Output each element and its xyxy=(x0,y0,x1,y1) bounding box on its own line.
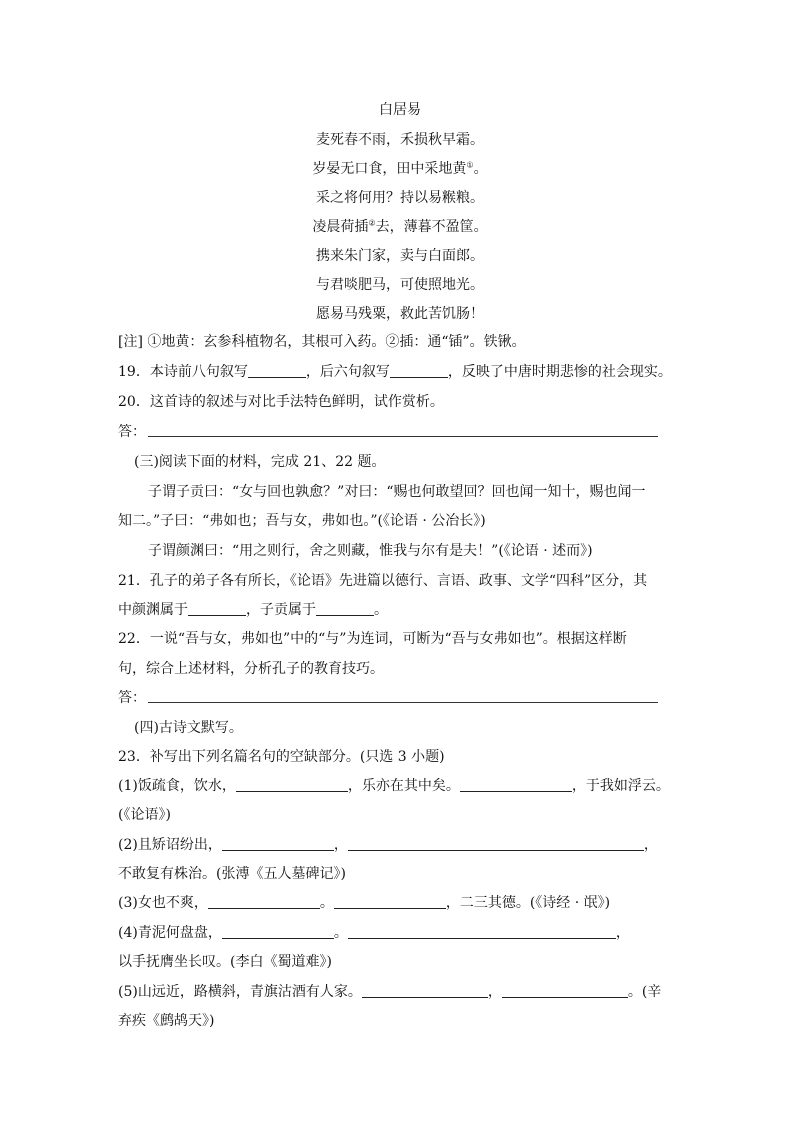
blank-23-1-1[interactable] xyxy=(236,778,348,792)
question-23-item-5: (5)山远近，路横斜，青旗沽酒有人家。 ， 。(辛 xyxy=(118,984,662,1000)
blank-21-2[interactable] xyxy=(316,602,374,616)
answer-line-20[interactable] xyxy=(148,436,658,437)
question-19: 19．本诗前八句叙写 ，后六句叙写 ，反映了中唐时期悲惨的社会现实。 xyxy=(118,364,672,380)
question-23-item-4-source: 以手抚膺坐长叹。(李白《蜀道难》) xyxy=(118,954,332,970)
blank-23-3-2[interactable] xyxy=(334,895,446,909)
section-3-passage-1a: 子谓子贡曰：“女与回也孰愈？”对曰：“赐也何敢望回？回也闻一知十，赐也闻一 xyxy=(148,484,646,500)
question-23-item-2: (2)且矫诏纷出， ， ， xyxy=(118,837,658,853)
blank-23-4-1[interactable] xyxy=(222,925,334,939)
question-23-item-4: (4)青泥何盘盘， 。 ， xyxy=(118,925,630,941)
poem-author: 白居易 xyxy=(379,102,421,118)
blank-19-2[interactable] xyxy=(390,364,448,378)
footnote-marker-1: ① xyxy=(466,160,474,170)
section-3-passage-1b: 知二。”子曰：“弗如也；吾与女，弗如也。”(《论语 · 公冶长》) xyxy=(118,513,486,529)
blank-23-3-1[interactable] xyxy=(208,895,320,909)
answer-label-20: 答： xyxy=(118,424,146,440)
question-22-line-2: 句，综合上述材料，分析孔子的教育技巧。 xyxy=(118,661,384,677)
blank-23-5-2[interactable] xyxy=(502,984,628,998)
question-21-line-2: 中颜渊属于 ，子贡属于 。 xyxy=(118,602,388,618)
answer-label-22: 答： xyxy=(118,690,146,706)
question-23-item-1: (1)饭疏食，饮水， ，乐亦在其中矣。 ，于我如浮云。 xyxy=(118,778,670,794)
blank-23-1-2[interactable] xyxy=(460,778,572,792)
poem-line-5: 携来朱门家，卖与白面郎。 xyxy=(316,248,484,264)
blank-23-2-2[interactable] xyxy=(348,837,644,851)
question-23-item-2-source: 不敢复有株治。(张溥《五人墓碑记》) xyxy=(118,866,346,882)
question-23-item-5-source: 弃疾《鹧鸪天》) xyxy=(118,1013,215,1029)
question-23-intro: 23．补写出下列名篇名句的空缺部分。(只选 3 小题) xyxy=(118,749,445,765)
blank-23-4-2[interactable] xyxy=(348,925,616,939)
poem-line-7: 愿易马残粟，救此苦饥肠！ xyxy=(316,306,484,322)
question-20: 20．这首诗的叙述与对比手法特色鲜明，试作赏析。 xyxy=(118,394,444,410)
section-3-passage-2: 子谓颜渊曰：“用之则行，舍之则藏，惟我与尔有是夫！”(《论语 · 述而》) xyxy=(148,543,593,559)
question-21-line-1: 21．孔子的弟子各有所长，《论语》先进篇以德行、言语、政事、文学“四科”区分，其 xyxy=(118,573,648,589)
question-22-line-1: 22．一说“吾与女，弗如也”中的“与”为连词，可断为“吾与女弗如也”。根据这样断 xyxy=(118,631,627,647)
poem-line-3: 采之将何用？持以易糇粮。 xyxy=(316,190,484,206)
poem-line-1: 麦死春不雨，禾损秋早霜。 xyxy=(316,132,484,148)
section-4-header: (四)古诗文默写。 xyxy=(134,720,243,736)
blank-23-2-1[interactable] xyxy=(222,837,334,851)
poem-note: [注] ①地黄：玄参科植物名，其根可入药。②插：通“锸”。铁锹。 xyxy=(118,334,526,350)
footnote-marker-2: ② xyxy=(368,218,376,228)
question-23-item-1-source: (《论语》) xyxy=(118,807,171,823)
blank-23-5-1[interactable] xyxy=(362,984,488,998)
question-23-item-3: (3)女也不爽， 。 ，二三其德。(《诗经 · 氓》) xyxy=(118,895,611,911)
blank-21-1[interactable] xyxy=(188,602,246,616)
section-3-header: (三)阅读下面的材料，完成 21、22 题。 xyxy=(134,454,386,470)
answer-line-22[interactable] xyxy=(148,702,658,703)
blank-19-1[interactable] xyxy=(248,364,306,378)
poem-line-2: 岁晏无口食，田中采地黄①。 xyxy=(312,160,488,177)
poem-line-6: 与君啖肥马，可使照地光。 xyxy=(316,277,484,293)
poem-line-4: 凌晨荷插②去，薄暮不盈筐。 xyxy=(312,218,488,235)
